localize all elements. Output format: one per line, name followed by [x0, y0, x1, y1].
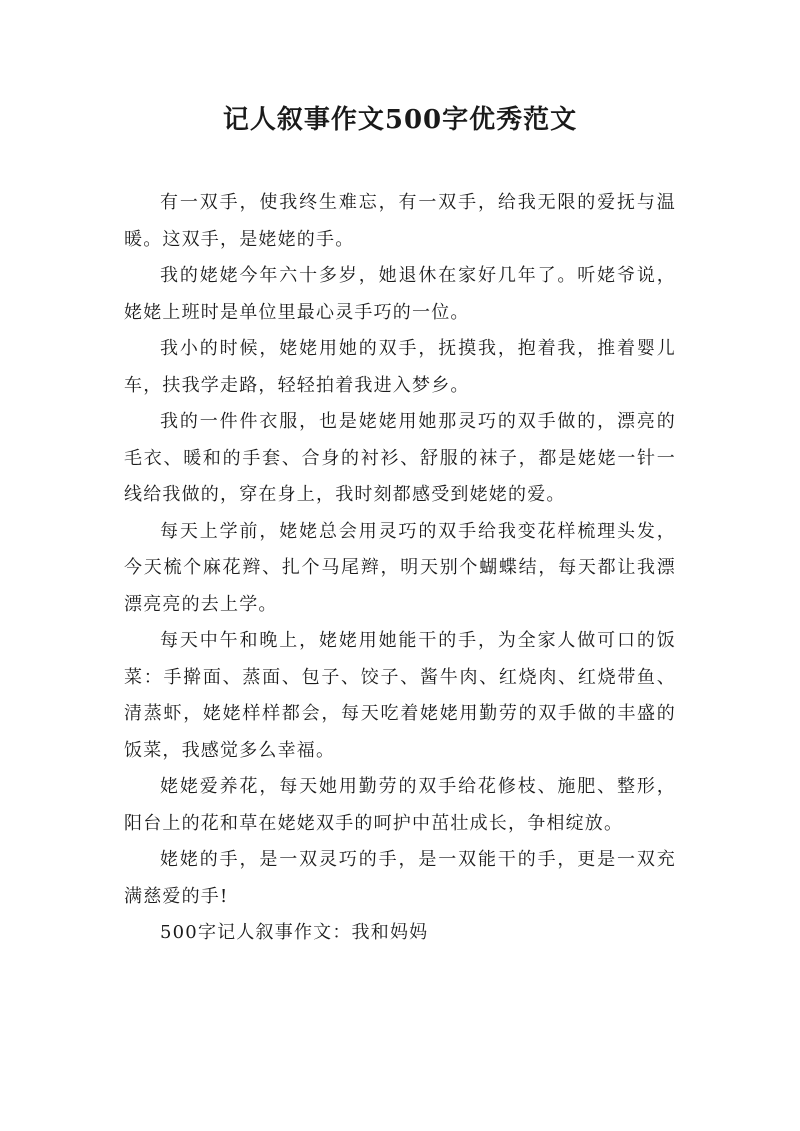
paragraph-8: 姥姥的手，是一双灵巧的手，是一双能干的手，更是一双充满慈爱的手! [124, 849, 676, 907]
document-title: 记人叙事作文500字优秀范文 [222, 105, 578, 135]
paragraph-6: 每天中午和晚上，姥姥用她能干的手，为全家人做可口的饭菜：手擀面、蒸面、包子、饺子、酱牛肉、红烧肉、红烧带鱼、清蒸虾，姥姥样样都会，每天吃着姥姥用勤劳的双手做的丰盛的饭菜，我感觉多么幸福。 [124, 630, 676, 761]
paragraph-2: 我的姥姥今年六十多岁，她退休在家好几年了。听姥爷说，姥姥上班时是单位里最心灵手巧的一位。 [124, 265, 676, 323]
paragraph-1: 有一双手，使我终生难忘，有一双手，给我无限的爱抚与温暖。这双手，是姥姥的手。 [124, 192, 676, 250]
paragraph-3: 我小的时候，姥姥用她的双手，抚摸我，抱着我，推着婴儿车，扶我学走路，轻轻拍着我进入梦乡。 [124, 338, 676, 396]
paragraph-5: 每天上学前，姥姥总会用灵巧的双手给我变花样梳理头发，今天梳个麻花辫、扎个马尾辫，明天别个蝴蝶结，每天都让我漂漂亮亮的去上学。 [124, 520, 676, 615]
document-body [124, 185, 676, 952]
paragraph-4: 我的一件件衣服，也是姥姥用她那灵巧的双手做的，漂亮的毛衣、暖和的手套、合身的衬衫、舒服的袜子，都是姥姥一针一线给我做的，穿在身上，我时刻都感受到姥姥的爱。 [124, 411, 676, 505]
paragraph-7: 姥姥爱养花，每天她用勤劳的双手给花修枝、施肥、整形，阳台上的花和草在姥姥双手的呵护中茁壮成长，争相绽放。 [124, 776, 676, 834]
paragraph-9-next-article: 500字记人叙事作文：我和妈妈 [160, 922, 429, 943]
